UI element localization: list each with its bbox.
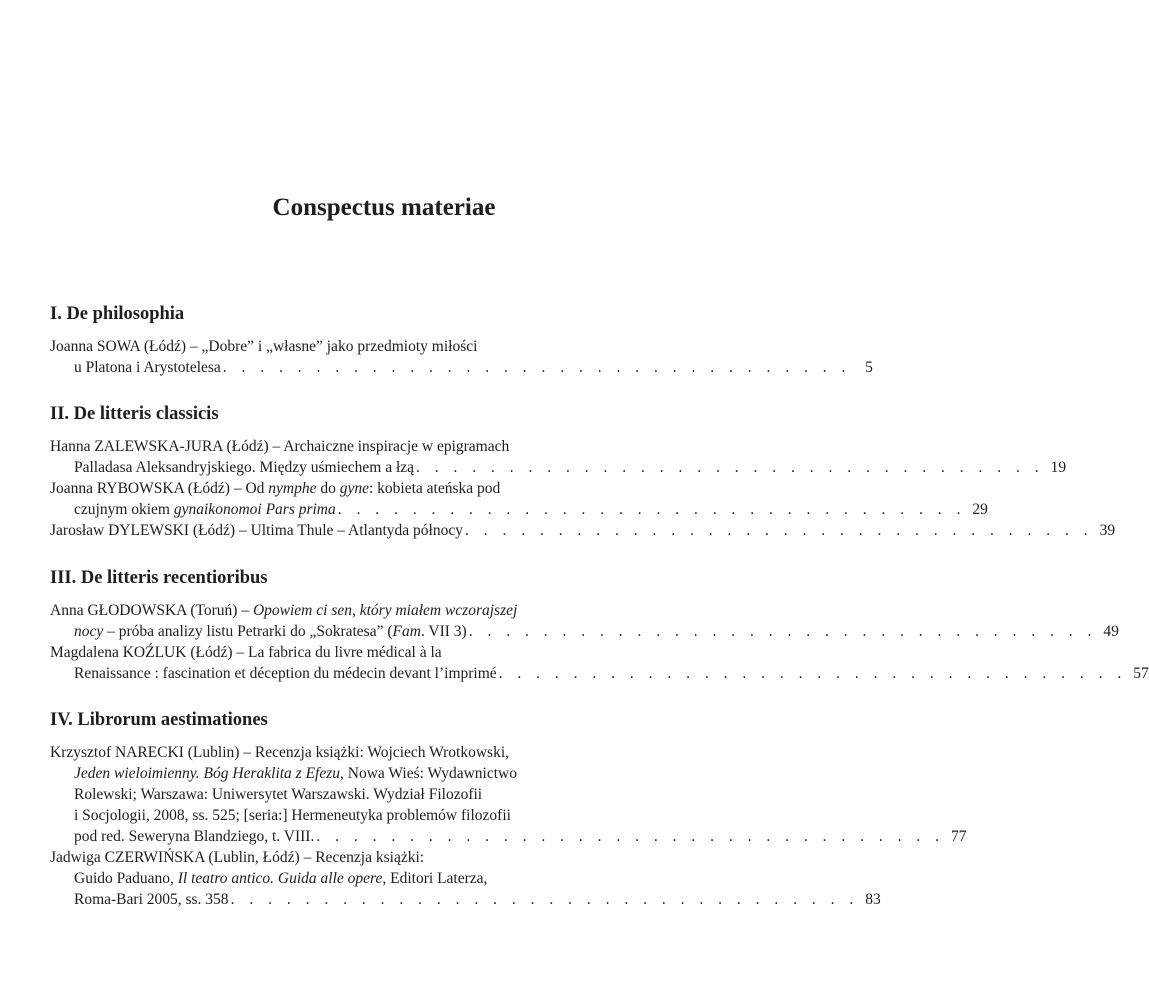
toc-entry-line: Rolewski; Warszawa: Uniwersytet Warszawski. Wydział Filozofii <box>74 786 483 803</box>
leader-dots: . . . . . . . . . . . . . . . . . . . . . . . . . . . . . . . . . . <box>222 359 851 376</box>
toc-entry-line: Jeden wieloimienny. Bóg Heraklita z Efezu, Nowa Wieś: Wydawnictwo <box>74 765 517 782</box>
section-heading-litteris-recentioribus: III. De litteris recentioribus <box>50 568 268 588</box>
toc-entry-line: Joanna RYBOWSKA (Łódź) – Od nymphe do gyne: kobieta ateńska pod <box>50 480 501 497</box>
toc-entry-line: Guido Paduano, Il teatro antico. Guida alle opere, Editori Laterza, <box>74 870 488 887</box>
toc-entry-line[interactable]: Jarosław DYLEWSKI (Łódź) – Ultima Thule – Atlantyda północy . . . . . . . . . . . . . . . . . . . . . . . . . . . . . . . . . . 39 <box>50 522 1116 539</box>
leader-dots: . . . . . . . . . . . . . . . . . . . . . . . . . . . . . . . . . . <box>230 891 859 908</box>
page-number: 57 <box>1133 665 1149 682</box>
toc-entry-line[interactable]: Palladasa Aleksandryjskiego. Między uśmiechem a łzą . . . . . . . . . . . . . . . . . . . . . . . . . . . . . . . . . . 19 <box>74 459 1067 476</box>
toc-entry-line[interactable]: nocy – próba analizy listu Petrarki do „Sokratesa” (Fam. VII 3) . . . . . . . . . . . . . . . . . . . . . . . . . . . . . . . . . . 49 <box>74 623 1119 640</box>
toc-entry-line[interactable]: Renaissance : fascination et déception du médecin devant l’imprimé . . . . . . . . . . . . . . . . . . . . . . . . . . . . . . . . . . 57 <box>74 665 1149 682</box>
section-heading-librorum-aestimationes: IV. Librorum aestimationes <box>50 710 268 730</box>
toc-entry-line: i Socjologii, 2008, ss. 525; [seria:] Hermeneutyka problemów filozofii <box>74 807 511 824</box>
page-number: 29 <box>972 501 988 518</box>
leader-dots: . . . . . . . . . . . . . . . . . . . . . . . . . . . . . . . . . . <box>316 828 945 845</box>
leader-dots: . . . . . . . . . . . . . . . . . . . . . . . . . . . . . . . . . . <box>416 459 1045 476</box>
toc-entry-line: Hanna ZALEWSKA-JURA (Łódź) – Archaiczne inspiracje w epigramach <box>50 438 510 455</box>
page-number: 83 <box>865 891 881 908</box>
page-number: 19 <box>1050 459 1067 476</box>
toc-entry-line[interactable]: czujnym okiem gynaikonomoi Pars prima . . . . . . . . . . . . . . . . . . . . . . . . . . . . . . . . . . 29 <box>74 501 988 518</box>
page-number: 5 <box>865 359 873 376</box>
toc-entry-line: Krzysztof NARECKI (Lublin) – Recenzja książki: Wojciech Wrotkowski, <box>50 744 509 761</box>
page-number: 39 <box>1099 522 1116 539</box>
page-number: 49 <box>1103 623 1119 640</box>
toc-entry-line: Jadwiga CZERWIŃSKA (Lublin, Łódź) – Recenzja książki: <box>50 849 425 866</box>
page-title: Conspectus materiae <box>272 194 496 221</box>
leader-dots: . . . . . . . . . . . . . . . . . . . . . . . . . . . . . . . . . . <box>464 522 1094 539</box>
section-heading-litteris-classicis: II. De litteris classicis <box>50 404 219 424</box>
toc-entry-line: Joanna SOWA (Łódź) – „Dobre” i „własne” jako przedmioty miłości <box>50 338 478 355</box>
toc-entry-line[interactable]: Roma-Bari 2005, ss. 358 . . . . . . . . . . . . . . . . . . . . . . . . . . . . . . . . . . 83 <box>74 891 881 908</box>
toc-entry-line[interactable]: u Platona i Arystotelesa . . . . . . . . . . . . . . . . . . . . . . . . . . . . . . . . . . 5 <box>74 359 873 376</box>
toc-entry-line: Magdalena KOŹLUK (Łódź) – La fabrica du livre médical à la <box>50 644 442 661</box>
leader-dots: . . . . . . . . . . . . . . . . . . . . . . . . . . . . . . . . . . <box>468 623 1097 640</box>
toc-entry-line[interactable]: pod red. Seweryna Blandziego, t. VIII. . . . . . . . . . . . . . . . . . . . . . . . . . . . . . . . . . . 77 <box>74 828 967 845</box>
page-number: 77 <box>950 828 967 845</box>
toc-entry-line: Anna GŁODOWSKA (Toruń) – Opowiem ci sen, który miałem wczorajszej <box>50 602 518 619</box>
leader-dots: . . . . . . . . . . . . . . . . . . . . . . . . . . . . . . . . . . <box>337 501 966 518</box>
section-heading-philosophia: I. De philosophia <box>50 304 185 324</box>
leader-dots: . . . . . . . . . . . . . . . . . . . . . . . . . . . . . . . . . . <box>498 665 1127 682</box>
